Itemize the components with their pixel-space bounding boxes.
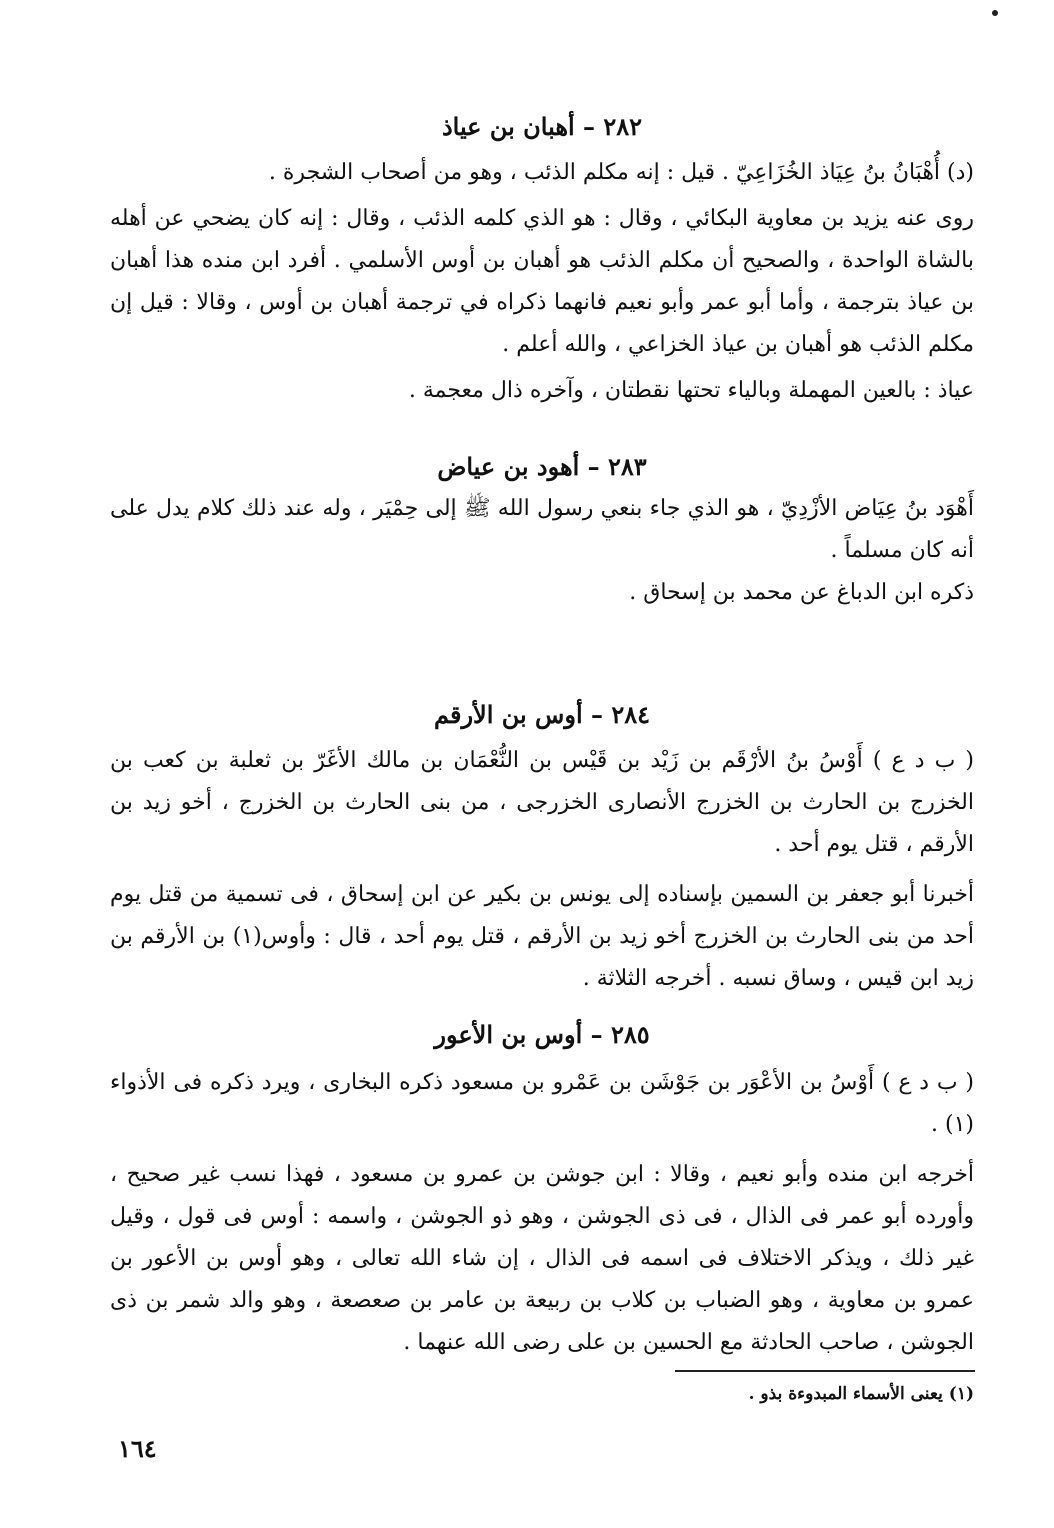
entry-285-heading: ٢٨٥ – أوس بن الأعور [434, 1020, 650, 1049]
entry-285-paragraph-1: ( ب د ع ) أَوْسُ بن الأعْوَر بن جَوْشَن بن عَمْرو بن مسعود ذكره البخارى ، ويرد ذكره فى الأذواء (١) . [110, 1070, 974, 1137]
footnote: (١) يعنى الأسماء المبدوءة بذو . [748, 1384, 974, 1404]
entry-283-heading: ٢٨٣ – أهود بن عياض [437, 452, 647, 481]
entry-283-body [110, 488, 974, 614]
entry-284-paragraph-2: أخبرنا أبو جعفر بن السمين بإسناده إلى يونس بن بكير عن ابن إسحاق ، فى تسمية من قتل يوم أحد من بنى الحارث بن الخزرج أخو زيد بن الأرقم ، قتل يوم أحد ، قال : وأوس(١) بن الأرقم بن زيد ابن قيس ، وساق نسبه . أخرجه الثلاثة . [110, 882, 975, 991]
entry-283-paragraph-2: ذكره ابن الدباغ عن محمد بن إسحاق . [629, 580, 974, 605]
entry-282-paragraph-3: عياذ : بالعين المهملة وبالياء تحتها نقطتان ، وآخره ذال معجمة . [408, 378, 974, 403]
footnote-divider [675, 1370, 975, 1372]
entry-284-heading: ٢٨٤ – أوس بن الأرقم [434, 700, 650, 729]
entry-284-paragraph-1: ( ب د ع ) أَوْسُ بنُ الأرْقَم بن زَيْد بن قَيْس بن النُّعْمَان بن مالك الأغَرّ بن ثعلبة بن كعب بن الخزرج بن الحارث بن الخزرج الأنصارى الخزرجى ، من بنى الحارث بن الخزرج ، أخو زيد بن الأرقم ، قتل يوم أحد . [110, 748, 974, 857]
entry-282-heading: ٢٨٢ – أهبان بن عياذ [441, 112, 643, 141]
page-number: ١٦٤ [118, 1434, 157, 1463]
entry-283-paragraph-1: أَهْوَد بنُ عِيَاض الأزْدِيّ ، هو الذي جاء بنعي رسول الله ﷺ إلى حِمْيَر ، وله عند ذلك كلام يدل على أنه كان مسلماً . [110, 496, 974, 563]
entry-285-body [110, 1062, 974, 1364]
entry-282-body [110, 152, 974, 412]
entry-285-paragraph-2: أخرجه ابن منده وأبو نعيم ، وقالا : ابن جوشن بن عمرو بن مسعود ، فهذا نسب غير صحيح ، وأورده أبو عمر فى الذال ، فى ذى الجوشن ، وهو ذو الجوشن ، واسمه : أوس فى قول ، وقيل غير ذلك ، ويذكر الاختلاف فى اسمه فى الذال ، إن شاء الله تعالى ، وهو أوس بن الأعور بن عمرو بن معاوية ، وهو الضباب بن كلاب بن ربيعة بن عامر بن صعصعة ، وهو والد شمر بن ذى الجوشن ، صاحب الحادثة مع الحسين بن على رضى الله عنهما . [110, 1162, 974, 1355]
corner-mark [992, 10, 998, 16]
entry-282-paragraph-2: روى عنه يزيد بن معاوية البكائي ، وقال : هو الذي كلمه الذئب ، وقال : إنه كان يضحي عن أهله بالشاة الواحدة ، والصحيح أن مكلم الذئب هو أهبان بن أوس الأسلمي . أفرد ابن منده هذا أهبان بن عياذ بترجمة ، وأما أبو عمر وأبو نعيم فانهما ذكراه في ترجمة أهبان بن أوس ، وقالا : قيل إن مكلم الذئب هو أهبان بن عياذ الخزاعي ، والله أعلم . [110, 206, 974, 357]
entry-282-paragraph-1: (د) أُهْبَانُ بنُ عِيَاذ الخُزَاعِيّ . قيل : إنه مكلم الذئب ، وهو من أصحاب الشجرة . [268, 160, 974, 185]
entry-284-body [110, 740, 974, 1000]
